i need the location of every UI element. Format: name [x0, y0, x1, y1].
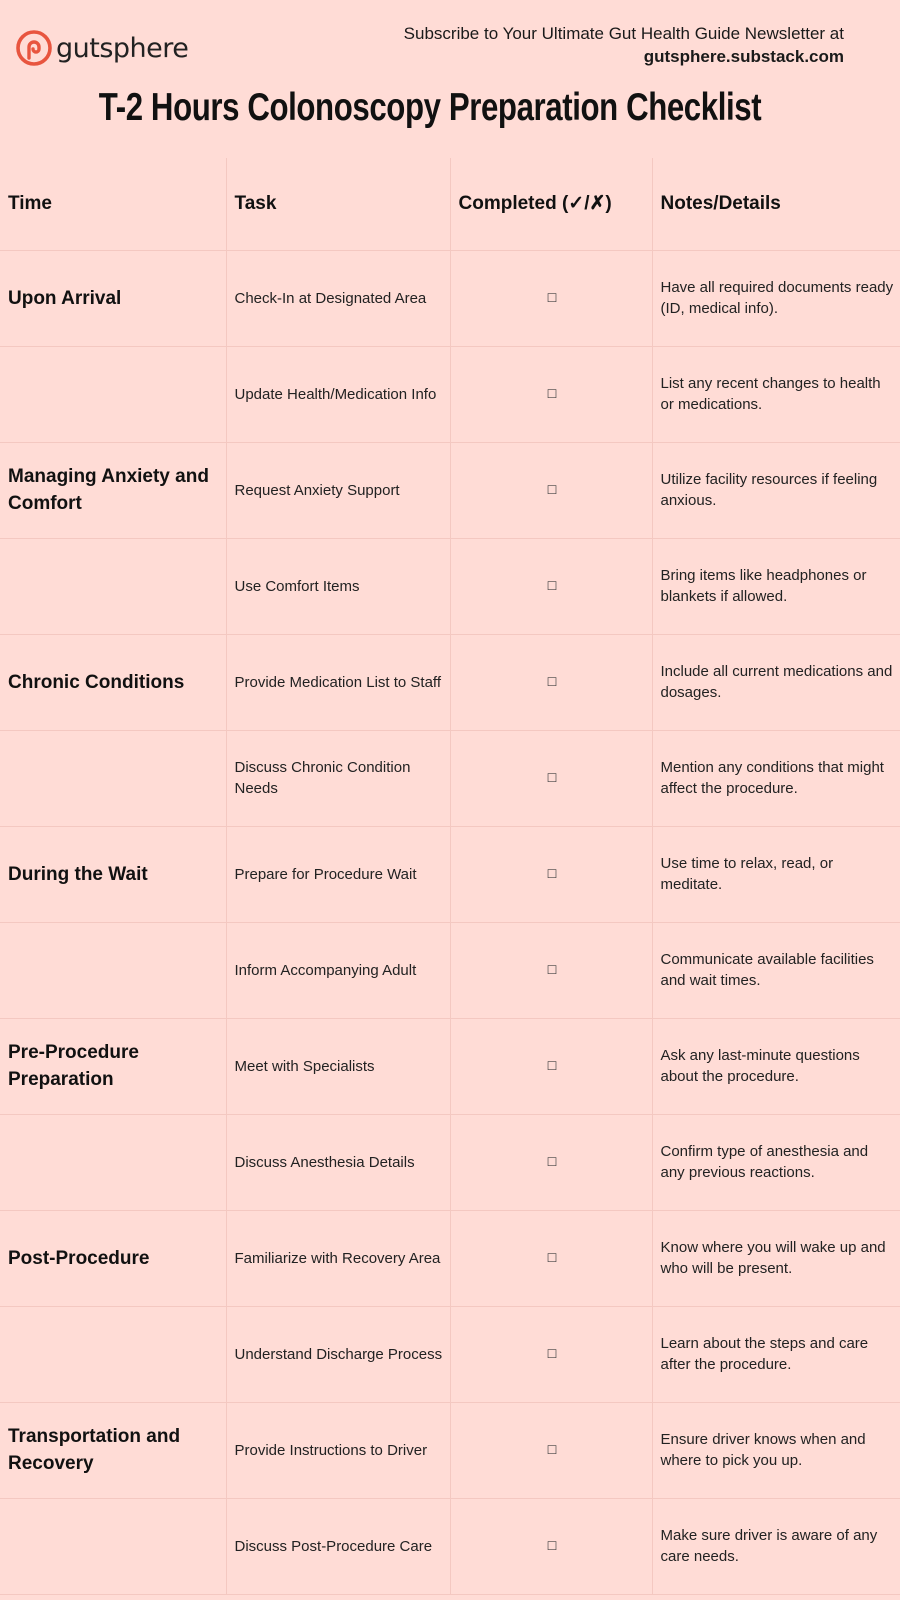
table-row	[0, 1306, 900, 1402]
time-cell	[0, 346, 226, 442]
time-cell	[0, 1114, 226, 1210]
notes-cell: Confirm type of anesthesia and any previous reactions.	[652, 1114, 900, 1210]
task-cell: Update Health/Medication Info	[226, 346, 450, 442]
notes-cell: Have all required documents ready (ID, medical info).	[652, 250, 900, 346]
task-cell: Meet with Specialists	[226, 1018, 450, 1114]
notes-cell: Know where you will wake up and who will be present.	[652, 1210, 900, 1306]
completed-checkbox[interactable]: ☐	[450, 442, 652, 538]
time-cell: Pre-Procedure Preparation	[0, 1018, 226, 1114]
table-row	[0, 250, 900, 346]
table-row	[0, 538, 900, 634]
time-cell: Upon Arrival	[0, 250, 226, 346]
task-cell: Discuss Post-Procedure Care	[226, 1498, 450, 1594]
table-row	[0, 346, 900, 442]
task-cell: Provide Instructions to Driver	[226, 1402, 450, 1498]
table-row	[0, 1402, 900, 1498]
time-cell: Post-Procedure	[0, 1210, 226, 1306]
completed-checkbox[interactable]: ☐	[450, 346, 652, 442]
notes-cell: Use time to relax, read, or meditate.	[652, 826, 900, 922]
time-cell	[0, 538, 226, 634]
completed-checkbox[interactable]: ☐	[450, 1402, 652, 1498]
column-header-notes: Notes/Details	[652, 158, 900, 250]
time-cell: During the Wait	[0, 826, 226, 922]
time-cell	[0, 1498, 226, 1594]
subscribe-text: Subscribe to Your Ultimate Gut Health Guide Newsletter at	[403, 24, 844, 43]
task-cell: Inform Accompanying Adult	[226, 922, 450, 1018]
completed-checkbox[interactable]: ☐	[450, 1018, 652, 1114]
notes-cell: Ensure driver knows when and where to pick you up.	[652, 1402, 900, 1498]
column-header-completed: Completed (✓/✗)	[450, 158, 652, 250]
page-title: T-2 Hours Colonoscopy Preparation Checklist	[98, 86, 762, 129]
task-cell: Discuss Chronic Condition Needs	[226, 730, 450, 826]
notes-cell: Bring items like headphones or blankets if allowed.	[652, 538, 900, 634]
notes-cell: Mention any conditions that might affect the procedure.	[652, 730, 900, 826]
gutsphere-logo-icon	[16, 30, 52, 66]
column-header-task: Task	[226, 158, 450, 250]
table-row	[0, 634, 900, 730]
table-row	[0, 1498, 900, 1594]
table-row	[0, 922, 900, 1018]
task-cell: Check-In at Designated Area	[226, 250, 450, 346]
completed-checkbox[interactable]: ☐	[450, 922, 652, 1018]
time-cell	[0, 1306, 226, 1402]
completed-checkbox[interactable]: ☐	[450, 634, 652, 730]
time-cell: Managing Anxiety and Comfort	[0, 442, 226, 538]
time-cell	[0, 730, 226, 826]
table-row	[0, 1018, 900, 1114]
task-cell: Understand Discharge Process	[226, 1306, 450, 1402]
task-cell: Discuss Anesthesia Details	[226, 1114, 450, 1210]
brand-name: gutsphere	[56, 32, 189, 64]
task-cell: Use Comfort Items	[226, 538, 450, 634]
checklist-table	[0, 158, 900, 1595]
completed-checkbox[interactable]: ☐	[450, 1306, 652, 1402]
table-header-row	[0, 158, 900, 250]
table-row	[0, 442, 900, 538]
brand-logo	[16, 30, 188, 66]
table-row	[0, 730, 900, 826]
table-row	[0, 1114, 900, 1210]
newsletter-promo	[404, 22, 844, 68]
notes-cell: Communicate available facilities and wait times.	[652, 922, 900, 1018]
completed-checkbox[interactable]: ☐	[450, 250, 652, 346]
notes-cell: Utilize facility resources if feeling anxious.	[652, 442, 900, 538]
time-cell: Chronic Conditions	[0, 634, 226, 730]
time-cell	[0, 922, 226, 1018]
completed-checkbox[interactable]: ☐	[450, 1210, 652, 1306]
task-cell: Request Anxiety Support	[226, 442, 450, 538]
completed-checkbox[interactable]: ☐	[450, 730, 652, 826]
completed-checkbox[interactable]: ☐	[450, 826, 652, 922]
notes-cell: Learn about the steps and care after the procedure.	[652, 1306, 900, 1402]
time-cell: Transportation and Recovery	[0, 1402, 226, 1498]
newsletter-link[interactable]: gutsphere.substack.com	[643, 47, 844, 66]
notes-cell: Ask any last-minute questions about the procedure.	[652, 1018, 900, 1114]
column-header-time: Time	[0, 158, 226, 250]
task-cell: Prepare for Procedure Wait	[226, 826, 450, 922]
completed-checkbox[interactable]: ☐	[450, 538, 652, 634]
notes-cell: Make sure driver is aware of any care needs.	[652, 1498, 900, 1594]
notes-cell: Include all current medications and dosages.	[652, 634, 900, 730]
completed-checkbox[interactable]: ☐	[450, 1114, 652, 1210]
table-row	[0, 1210, 900, 1306]
task-cell: Provide Medication List to Staff	[226, 634, 450, 730]
completed-checkbox[interactable]: ☐	[450, 1498, 652, 1594]
notes-cell: List any recent changes to health or medications.	[652, 346, 900, 442]
table-row	[0, 826, 900, 922]
task-cell: Familiarize with Recovery Area	[226, 1210, 450, 1306]
